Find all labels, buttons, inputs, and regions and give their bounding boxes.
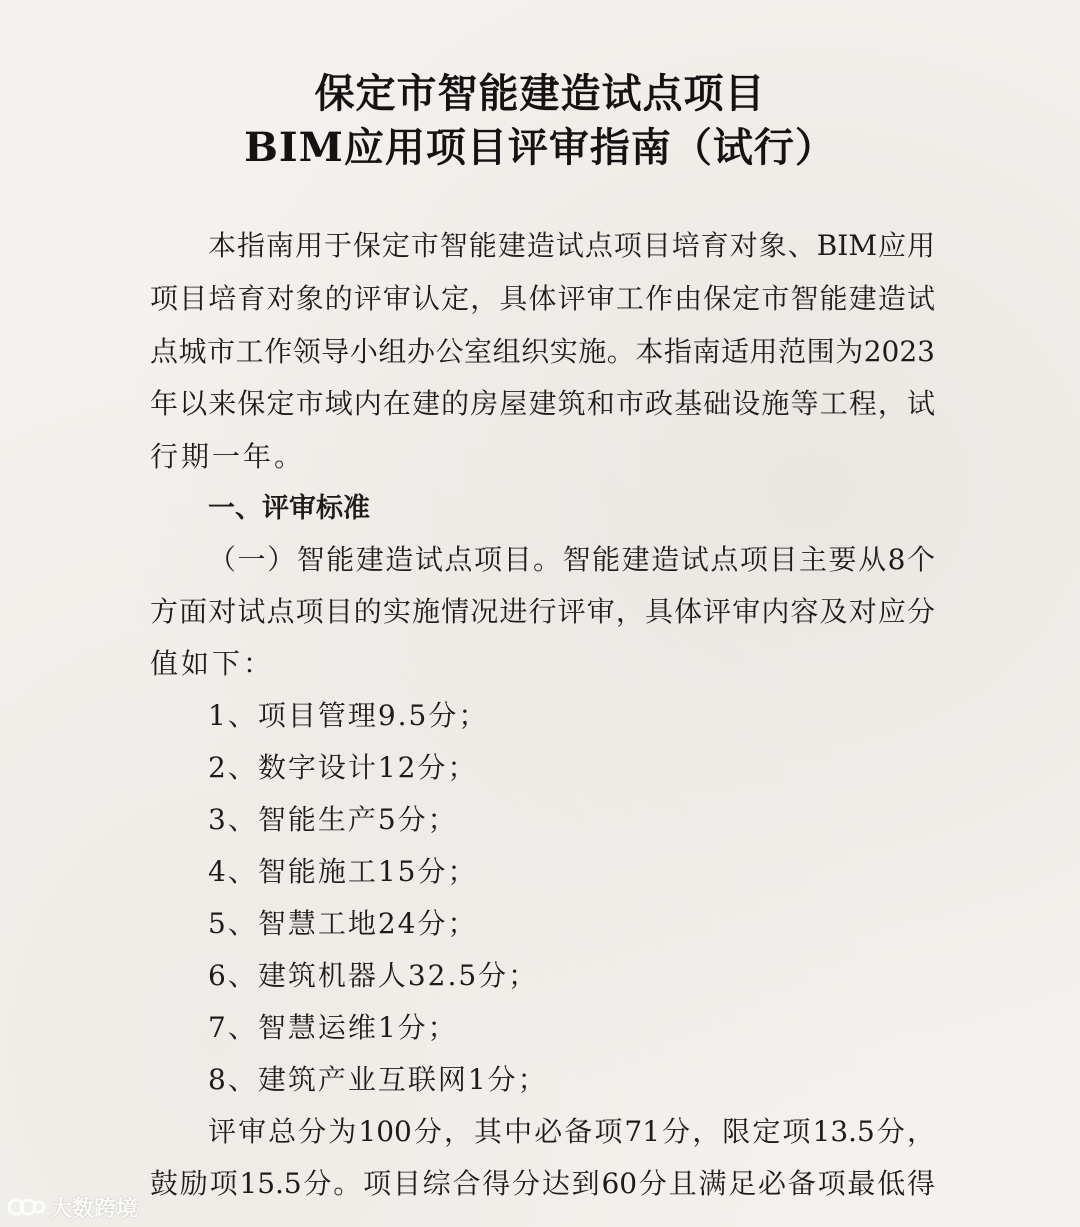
subsection-line-3: 值如下： xyxy=(150,647,275,680)
subsection-line-1: （一）智能建造试点项目。智能建造试点项目主要从8个 xyxy=(208,543,935,576)
document-title-line-2: BIM应用项目评审指南（试行） xyxy=(244,124,836,171)
summary-line-1: 评审总分为100分，其中必备项71分，限定项13.5分， xyxy=(208,1115,935,1148)
intro-line-4: 年以来保定市域内在建的房屋建筑和市政基础设施等工程，试 xyxy=(150,387,935,420)
score-item: 4、智能施工15分； xyxy=(208,855,478,888)
score-item: 7、智慧运维1分； xyxy=(208,1011,458,1044)
intro-line-1: 本指南用于保定市智能建造试点项目培育对象、BIM应用 xyxy=(208,229,935,262)
section-heading: 一、评审标准 xyxy=(208,493,370,524)
summary-line-2: 鼓励项15.5分。项目综合得分达到60分且满足必备项最低得 xyxy=(150,1167,935,1200)
brand-logo-icon xyxy=(6,1193,46,1221)
watermark-text: 大数跨境 xyxy=(50,1196,139,1222)
score-item: 6、建筑机器人32.5分； xyxy=(208,959,539,992)
intro-line-3: 点城市工作领导小组办公室组织实施。本指南适用范围为2023 xyxy=(150,335,935,368)
score-item: 2、数字设计12分； xyxy=(208,751,478,784)
score-item: 1、项目管理9.5分； xyxy=(208,699,489,732)
intro-line-2: 项目培育对象的评审认定，具体评审工作由保定市智能建造试 xyxy=(150,282,935,315)
intro-line-5: 行期一年。 xyxy=(150,440,306,473)
score-item: 3、智能生产5分； xyxy=(208,803,458,836)
document-title-line-1: 保定市智能建造试点项目 xyxy=(314,70,766,117)
score-item: 8、建筑产业互联网1分； xyxy=(208,1063,548,1096)
score-item: 5、智慧工地24分； xyxy=(208,907,478,940)
subsection-line-2: 方面对试点项目的实施情况进行评审，具体评审内容及对应分 xyxy=(150,595,935,628)
watermark xyxy=(6,1190,138,1224)
